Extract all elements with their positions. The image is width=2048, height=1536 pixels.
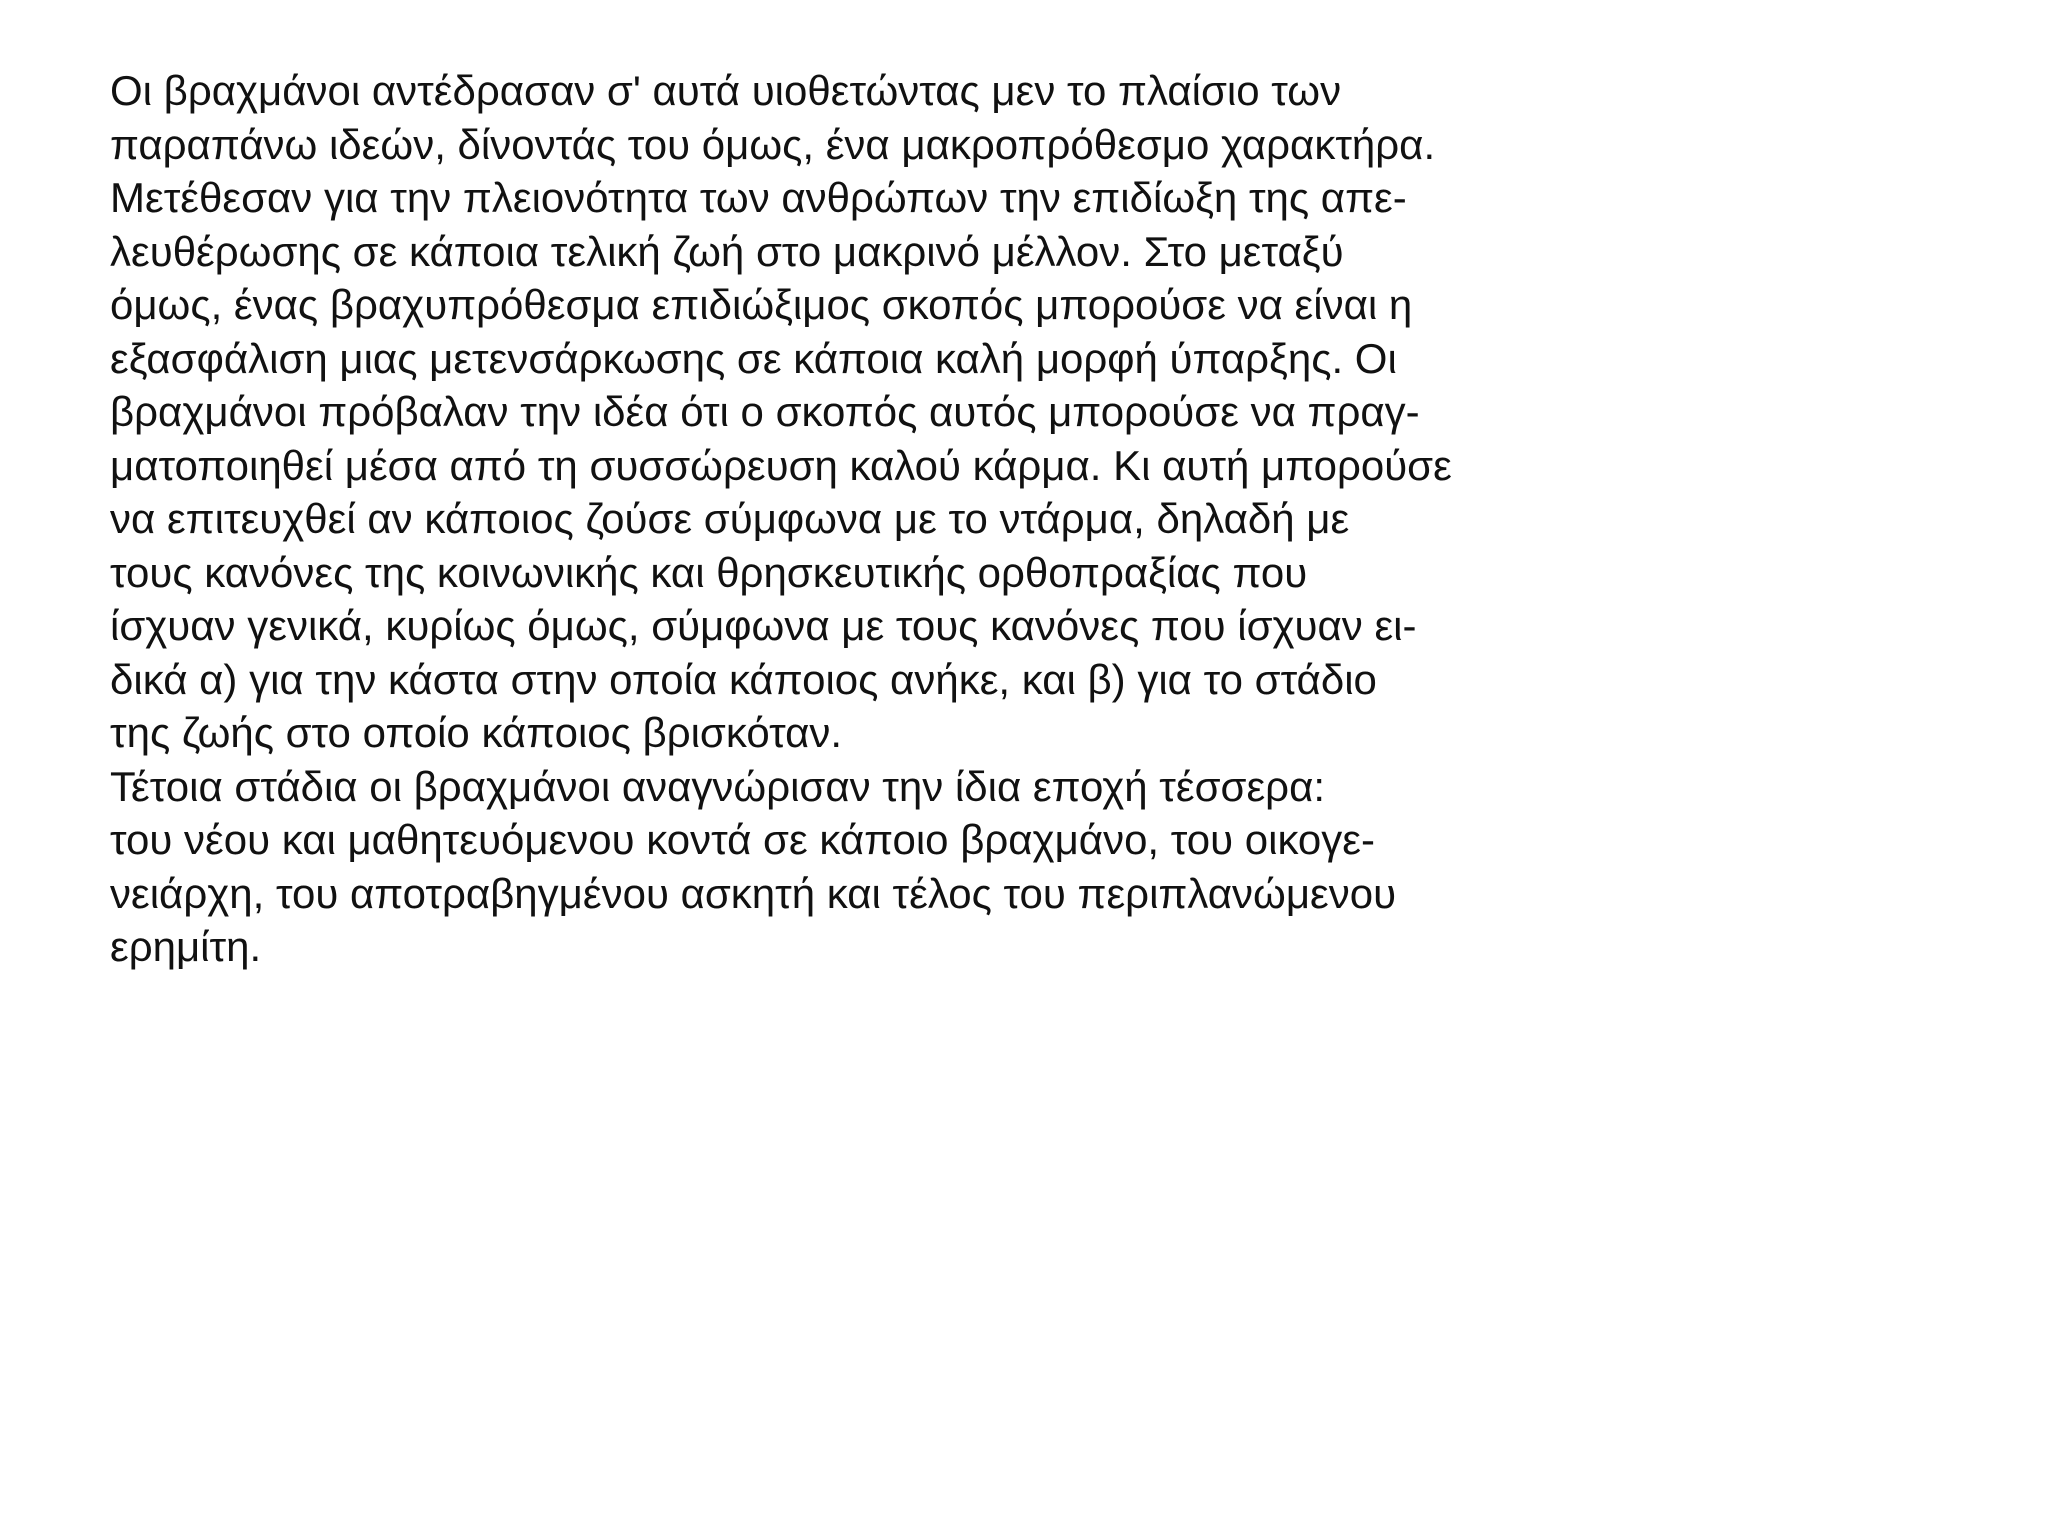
text-line: ίσχυαν γενικά, κυρίως όμως, σύμφωνα με τους κανόνες που ίσχυαν ει- bbox=[110, 602, 1417, 649]
text-line: δικά α) για την κάστα στην οποία κάποιος ανήκε, και β) για το στάδιο bbox=[110, 655, 1377, 703]
text-line: ματοποιηθεί μέσα από τη συσσώρευση καλού κάρμα. Κι αυτή μπορούσε bbox=[110, 441, 1452, 489]
text-line: λευθέρωσης σε κάποια τελική ζωή στο μακρινό μέλλον. Στο μεταξύ bbox=[110, 227, 1344, 275]
text-line: παραπάνω ιδεών, δίνοντάς του όμως, ένα μακροπρόθεσμο χαρακτήρα. bbox=[110, 120, 1436, 168]
text-line: τους κανόνες της κοινωνικής και θρησκευτικής ορθοπραξίας που bbox=[110, 548, 1308, 596]
text-line: εξασφάλιση μιας μετενσάρκωσης σε κάποια καλή μορφή ύπαρξης. Οι bbox=[110, 334, 1397, 382]
text-line: να επιτευχθεί αν κάποιος ζούσε σύμφωνα με το ντάρμα, δηλαδή με bbox=[110, 495, 1350, 542]
text-line: Τέτοια στάδια οι βραχμάνοι αναγνώρισαν την ίδια εποχή τέσσερα: bbox=[110, 762, 1326, 810]
text-line: ερημίτη. bbox=[110, 923, 262, 970]
text-line: βραχμάνοι πρόβαλαν την ιδέα ότι ο σκοπός αυτός μπορούσε να πραγ- bbox=[110, 388, 1420, 435]
text-line: του νέου και μαθητευόμενου κοντά σε κάποιο βραχμάνο, του οικογε- bbox=[110, 816, 1376, 863]
text-line: Οι βραχμάνοι αντέδρασαν σ' αυτά υιοθετώντας μεν το πλαίσιο των bbox=[110, 67, 1342, 114]
text-line: όμως, ένας βραχυπρόθεσμα επιδιώξιμος σκοπός μπορούσε να είναι η bbox=[110, 281, 1413, 328]
text-line: της ζωής στο οποίο κάποιος βρισκόταν. bbox=[110, 709, 843, 756]
text-line: Μετέθεσαν για την πλειονότητα των ανθρώπων την επιδίωξη της απε- bbox=[110, 174, 1407, 221]
body-text bbox=[110, 64, 1710, 974]
text-line: νειάρχη, του αποτραβηγμένου ασκητή και τέλος του περιπλανώμενου bbox=[110, 869, 1397, 917]
